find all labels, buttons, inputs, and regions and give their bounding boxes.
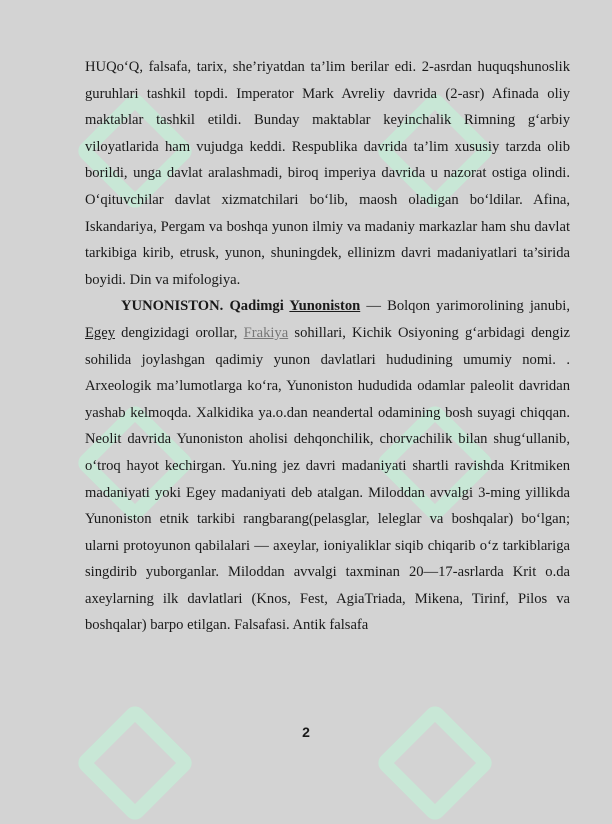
link-egey[interactable]: Egey (85, 324, 115, 341)
watermark-logo-mark (374, 702, 496, 824)
link-frakiya[interactable]: Frakiya (243, 324, 289, 341)
section-heading: YUNONISTON. (121, 298, 224, 315)
paragraph-text: sohillari, Kichik Osiyoning g‘arbidagi dengiz sohilida joylashgan qadimiy yunon davlatlari hududining umumiy nomi. . Arxeologik ma’lumotlarga ko‘ra, Yunoniston hududida odamlar paleolit davridan yashab kelmoqda. Xalkidika ya.o.dan neandertal odamining bosh suyagi chiqqan. Neolit davrida Yunoniston aholisi dehqonchilik, chorvachilik bilan shug‘ullanib, o‘troq hayot kechirgan. Yu.ning jez davri madaniyati shartli ravishda Kritmiken madaniyati yoki Egey madaniyati deb atalgan. Miloddan avvalgi 3-ming yillikda Yunoniston etnik tarkibi rangbarang(pelasglar, leleglar va boshqalar) bo‘lgan; ularni protoyunon qabilalari — axeylar, ioniyaliklar siqib chiqarib o‘z tarkiblariga singdirib yuborganlar. Miloddan avvalgi taxminan 20—17-asrlarda Krit o.da axeylarning ilk davlatlari (Knos, Fest, AgiaTriada, Mikena, Tirinf, Pilos va boshqalar) barpo etilgan. Falsafasi. Antik falsafa (85, 324, 571, 634)
paragraph-1: HUQo‘Q, falsafa, tarix, she’riyatdan ta’lim berilar edi. 2-asrdan huquqshunoslik guruhlari tashkil topdi. Imperator Mark Avreliy davrida (2-asr) Afinada oliy maktablar tashkil etildi. Bunday maktablar keyinchalik Rimning g‘arbiy viloyatlarida ham vujudga keddi. Respublika davrida ta’lim xususiy tarzda olib borildi, unga davlat aralashmadi, biroq imperiya davrida u nazorat ostiga olindi. O‘qituvchilar davlat xizmatchilari bo‘lib, maosh oladigan bo‘ldilar. Afina, Iskandariya, Pergam va boshqa yunon ilmiy va madaniy markazlar ham shu davlat tarkibiga kirib, etrusk, yunon, shuningdek, ellinizm davri madaniyatlari ta’sirida boyidi. Din va mifologiya. (85, 59, 570, 288)
watermark-logo-mark (74, 702, 196, 824)
paragraph-text: — Bolqon yarimorolining janubi, (360, 298, 570, 315)
paragraph-text: dengizidagi orollar, (115, 324, 244, 341)
paragraph-2 (85, 293, 570, 639)
link-yunoniston[interactable]: Yunoniston (289, 298, 361, 315)
paragraph-text: Qadimgi (223, 298, 290, 315)
page-number: 2 (302, 724, 310, 740)
document-body (85, 54, 570, 639)
